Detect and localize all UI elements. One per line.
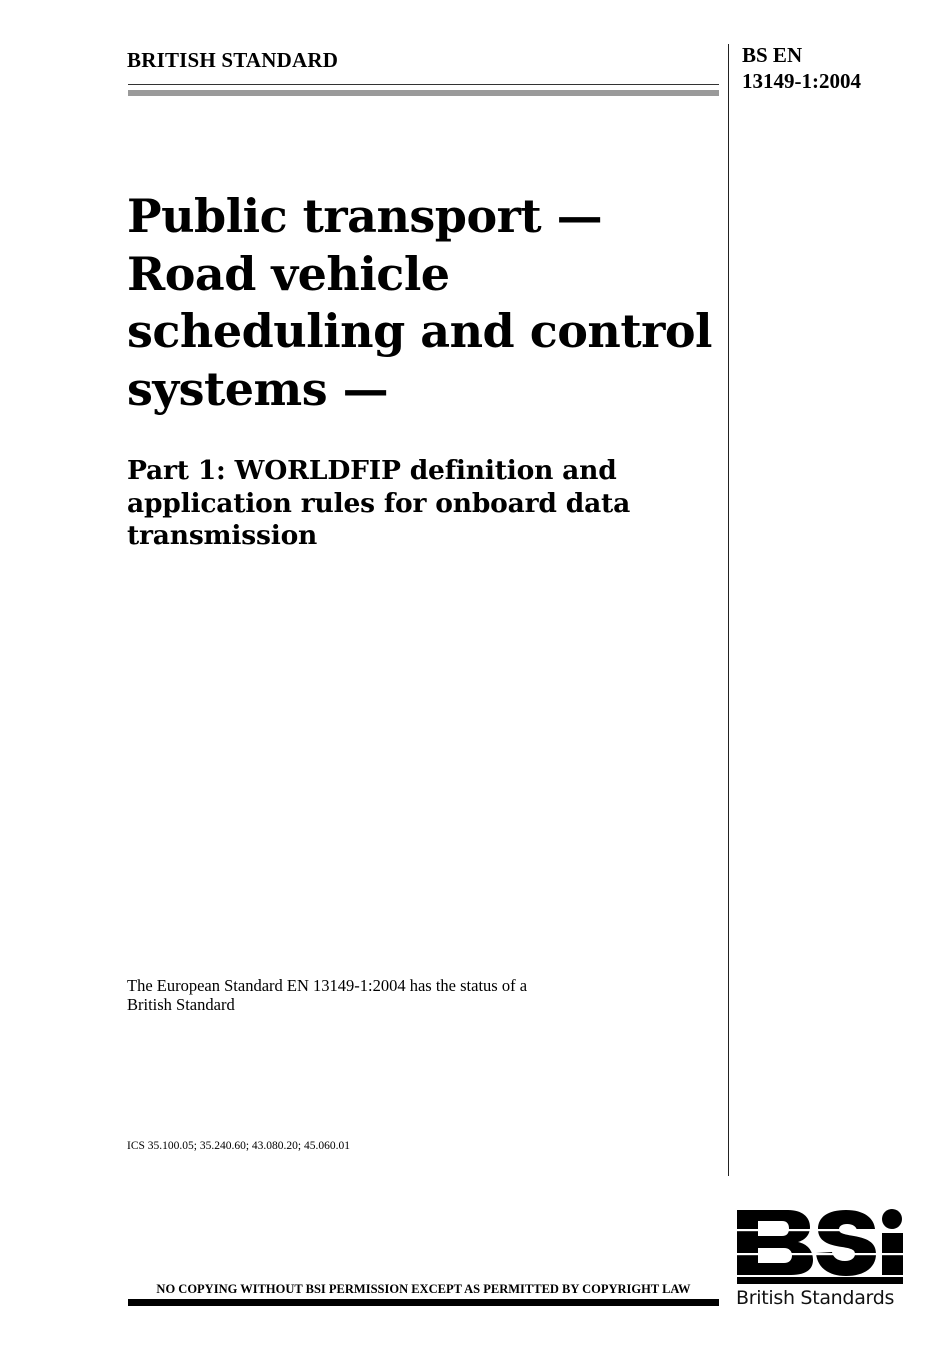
copyright-notice: NO COPYING WITHOUT BSI PERMISSION EXCEPT AS PERMITTED BY COPYRIGHT LAW: [156, 1282, 691, 1296]
status-line: British Standard: [127, 994, 235, 1014]
ics-codes: ICS 35.100.05; 35.240.60; 43.080.20; 45.060.01: [127, 1140, 350, 1152]
header-thin-rule: [128, 84, 719, 85]
header-gray-bar: [128, 90, 719, 96]
title-line: Public transport —: [127, 189, 603, 243]
status-line: The European Standard EN 13149-1:2004 has the status of a: [127, 976, 528, 995]
document-subtitle: [127, 455, 727, 553]
series-label: BRITISH STANDARD: [127, 48, 339, 72]
title-line: Road vehicle: [127, 246, 450, 301]
subtitle-line: application rules for onboard data: [127, 487, 631, 519]
subtitle-line: transmission: [127, 520, 318, 551]
document-number: [742, 42, 861, 94]
status-statement: [127, 977, 527, 1014]
document-number-line-2: 13149-1:2004: [742, 69, 861, 93]
footer-black-bar: [128, 1299, 719, 1306]
title-line: systems —: [127, 361, 389, 416]
document-number-line-1: BS EN: [742, 43, 803, 67]
vertical-divider: [728, 44, 729, 1176]
document-title: [127, 188, 727, 418]
title-line: scheduling and control: [127, 304, 713, 358]
subtitle-line: Part 1: WORLDFIP definition and: [127, 455, 617, 486]
bsi-tagline: British Standards: [736, 1287, 895, 1309]
